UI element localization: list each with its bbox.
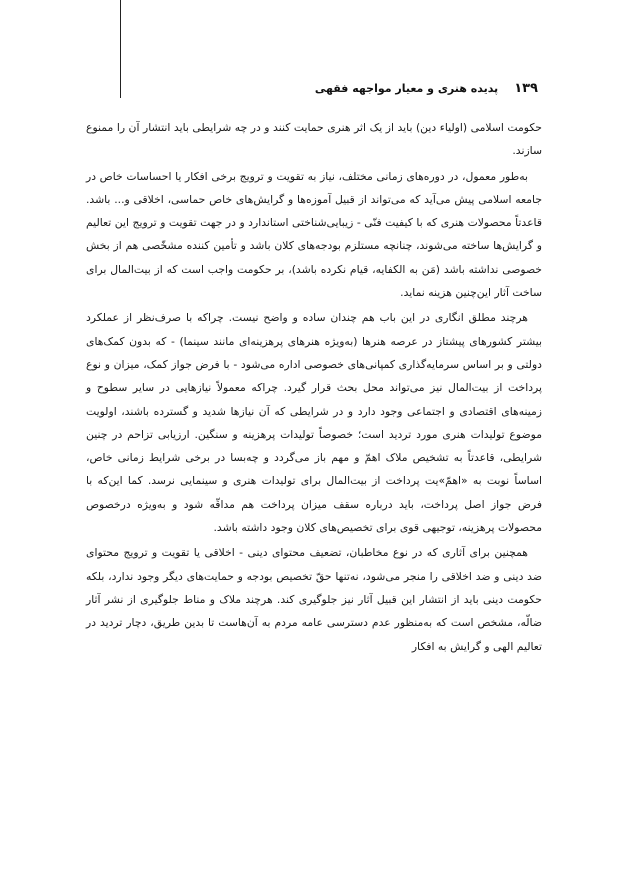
paragraph-3: هرچند مطلق انگاری در این باب هم چندان ساده و واضح نیست. چراکه با صرف‌نظر از عملکرد بیشتر کشورهای پیشتاز در عرصه هنرها (به‌ویژه هنرهای پرهزینه‌ای مانند سینما) - که بدون کمک‌های دولتی و بر اساس سرمایه‌گذاری کمپانی‌های خصوصی اداره می‌شود - با فرض جواز کمک، میزان و نوع پرداخت از بیت‌المال نیز می‌تواند محل بحث قرار گیرد. چراکه معمولاً نیازهایی در سایر سطوح و زمینه‌های اقتصادی و اجتماعی وجود دارد و در شرایطی که آن نیازها شدید و گسترده باشند، اولویت موضوع تولیدات هنری مورد تردید است؛ خصوصاً تولیدات پرهزینه و سنگین. ارزیابی تزاحم در چنین شرایطی، قاعدتاً به تشخیص ملاک اهمّ و مهم باز می‌گردد و چه‌بسا در برخی شرایط زمانی خاص، اساساً نوبت به «اهمّ»یت پرداخت از بیت‌المال برای تولیدات هنری و سینمایی نرسد. کما این‌که با فرض جواز اصل پرداخت، باید درباره سقف میزان پرداخت هم مداقّه شود و به‌ویژه درخصوص محصولات پرهزینه، توجیهی قوی برای تخصیص‌های کلان وجود داشته باشد. xyxy=(86,311,542,535)
paragraph-4: همچنین برای آثاری که در نوع مخاطبان، تضعیف محتوای دینی - اخلاقی یا تقویت و ترویج محتوای ضد دینی و ضد اخلاقی را منجر می‌شود، نه‌تنها حقّ تخصیص بودجه و حمایت‌های دیگر وجود ندارد، بلکه حکومت دینی باید از انتشار این قبیل آثار نیز جلوگیری کند. هرچند ملاک و مناط جلوگیری از نشر آثار ضالّه، مشخص است که به‌منظور عدم دسترسی عامه مردم به آن‌هاست تا بدین طریق، دچار تردید در تعالیم الهی و گرایش به افکار xyxy=(86,546,542,653)
page-number: ۱۳۹ xyxy=(514,80,538,96)
paragraph-2: به‌طور معمول، در دوره‌های زمانی مختلف، نیاز به تقویت و ترویج برخی افکار یا احساسات خاص در جامعه اسلامی پیش می‌آید که می‌تواند از قبیل آموزه‌ها و گرایش‌های خاص حماسی، اخلاقی و... باشد. قاعدتاً محصولات هنری که با کیفیت فنّی - زیبایی‌شناختی استاندارد و در جهت تقویت و ترویج این تعالیم و گرایش‌ها ساخته می‌شوند، چنانچه مستلزم بودجه‌های کلان باشد و تأمین کننده مشخّصی هم از بخش خصوصی نداشته باشد (مَن به الکفایه، قیام نکرده باشد)، بر حکومت واجب است که از بیت‌المال برای ساخت آثار این‌چنین هزینه نماید. xyxy=(86,169,542,300)
running-header xyxy=(88,76,538,100)
paragraph-1: حکومت اسلامی (اولیاء دین) باید از یک اثر هنری حمایت کنند و در چه شرایطی باید انتشار آن را ممنوع سازند. xyxy=(86,121,542,158)
header-title: پدیده هنری و معیار مواجهه فقهی xyxy=(314,81,499,95)
body-text xyxy=(86,116,542,660)
